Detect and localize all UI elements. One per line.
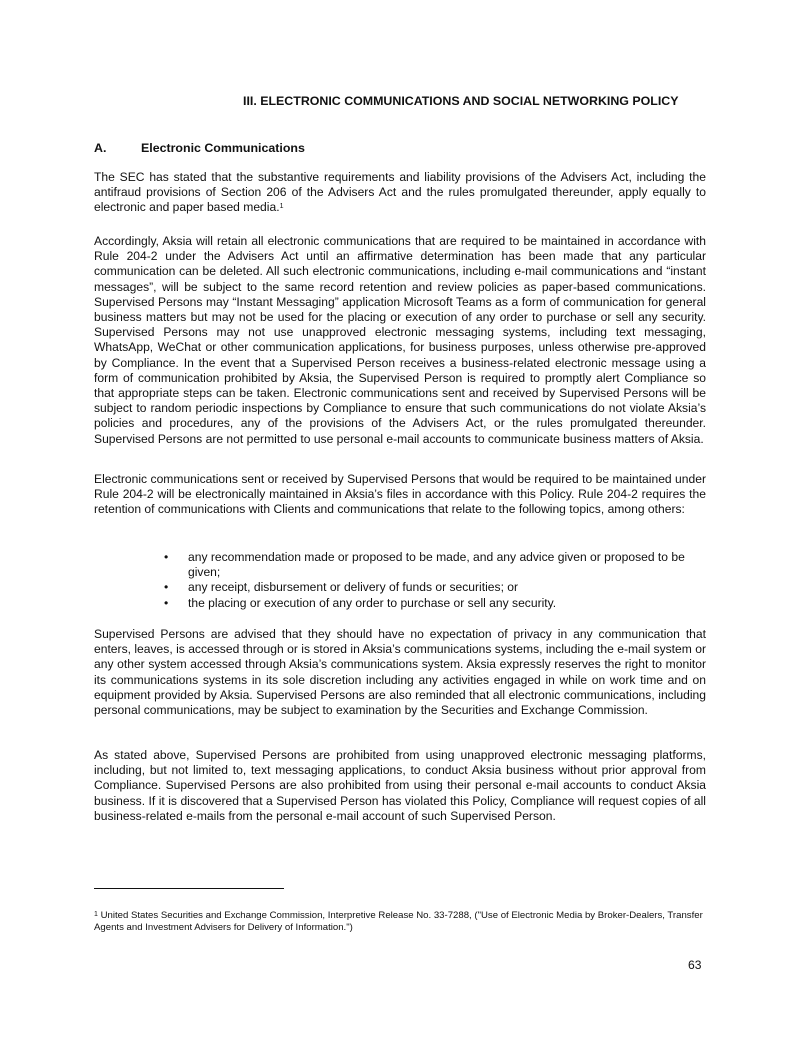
list-item — [164, 596, 709, 611]
paragraph-4: Supervised Persons are advised that they should have no expectation of privacy in any communication that enters, leaves, is accessed through or is stored in Aksia’s communications systems, including the e-mail system or any other system accessed through Aksia’s communications system. Aksia expressly reserves the right to monitor its communications systems in its sole discretion including any activities engaged in while on work time and on equipment provided by Aksia. Supervised Persons are also reminded that all electronic communications, including personal communications, may be subject to examination by the Securities and Exchange Commission. — [94, 627, 706, 718]
list-item-text: the placing or execution of any order to purchase or sell any security. — [188, 595, 557, 610]
paragraph-2: Accordingly, Aksia will retain all electronic communications that are required to be maintained in accordance with Rule 204-2 under the Advisers Act until an affirmative determination has been made that any particular communication can be deleted. All such electronic communications, including e-mail communications and “instant messages”, will be subject to the same record retention and review policies as paper-based communications. Supervised Persons may “Instant Messaging” application Microsoft Teams as a form of communication for general business matters but may not be used for the placing or execution of any order to purchase or sell any security. Supervised Persons may not use unapproved electronic messaging systems, including text messaging, WhatsApp, WeChat or other communication applications, for business purposes, unless otherwise pre-approved by Compliance. In the event that a Supervised Person receives a business-related electronic message using a form of communication prohibited by Aksia, the Supervised Person is required to promptly alert Compliance so that appropriate steps can be taken. Electronic communications sent and received by Supervised Persons will be subject to random periodic inspections by Compliance to ensure that such communications do not violate Aksia’s policies and procedures, any of the provisions of the Advisers Act, or the rules promulgated thereunder. Supervised Persons are not permitted to use personal e-mail accounts to communicate business matters of Aksia. — [94, 234, 706, 446]
subsection-title: Electronic Communications — [141, 141, 305, 155]
list-item-text: any recommendation made or proposed to be made, and any advice given or proposed to be given; — [188, 550, 685, 580]
bullet-icon: • — [164, 595, 169, 610]
paragraph-1 — [94, 170, 706, 216]
footnote-divider — [94, 888, 284, 889]
paragraph-3: Electronic communications sent or received by Supervised Persons that would be required to be maintained under Rule 204-2 will be electronically maintained in Aksia’s files in accordance with this Policy. Rule 204-2 requires the retention of communications with Clients and communications that relate to the following topics, among others: — [94, 472, 706, 517]
footnote-reference[interactable]: 1 — [279, 203, 284, 211]
bullet-icon: • — [164, 580, 169, 595]
footnote — [94, 910, 714, 935]
footnote-marker: 1 — [94, 911, 98, 918]
retention-topics-list — [164, 550, 709, 611]
page-number: 63 — [688, 958, 702, 972]
subsection-heading — [94, 140, 305, 156]
list-item-text: any receipt, disbursement or delivery of funds or securities; or — [188, 580, 519, 595]
footnote-text: United States Securities and Exchange Commission, Interpretive Release No. 33-7288, ("Use of Electronic Media by Broker-Dealers, Transfer Agents and Investment Advisers for Delivery of Information.") — [94, 910, 703, 934]
list-item — [164, 550, 709, 580]
paragraph-1-text: The SEC has stated that the substantive requirements and liability provisions of the Advisers Act, including the antifraud provisions of Section 206 of the Advisers Act and the rules promulgated thereunder, apply equally to electronic and paper based media. — [94, 170, 706, 215]
list-item — [164, 580, 709, 595]
paragraph-5: As stated above, Supervised Persons are prohibited from using unapproved electronic messaging platforms, including, but not limited to, text messaging applications, to conduct Aksia business without prior approval from Compliance. Supervised Persons are also prohibited from using their personal e-mail accounts to conduct Aksia business. If it is discovered that a Supervised Person has violated this Policy, Compliance will request copies of all business-related e-mails from the personal e-mail account of such Supervised Person. — [94, 748, 706, 823]
section-heading: III. ELECTRONIC COMMUNICATIONS AND SOCIAL NETWORKING POLICY — [243, 94, 679, 108]
bullet-icon: • — [164, 550, 169, 564]
subsection-letter: A. — [94, 141, 107, 155]
